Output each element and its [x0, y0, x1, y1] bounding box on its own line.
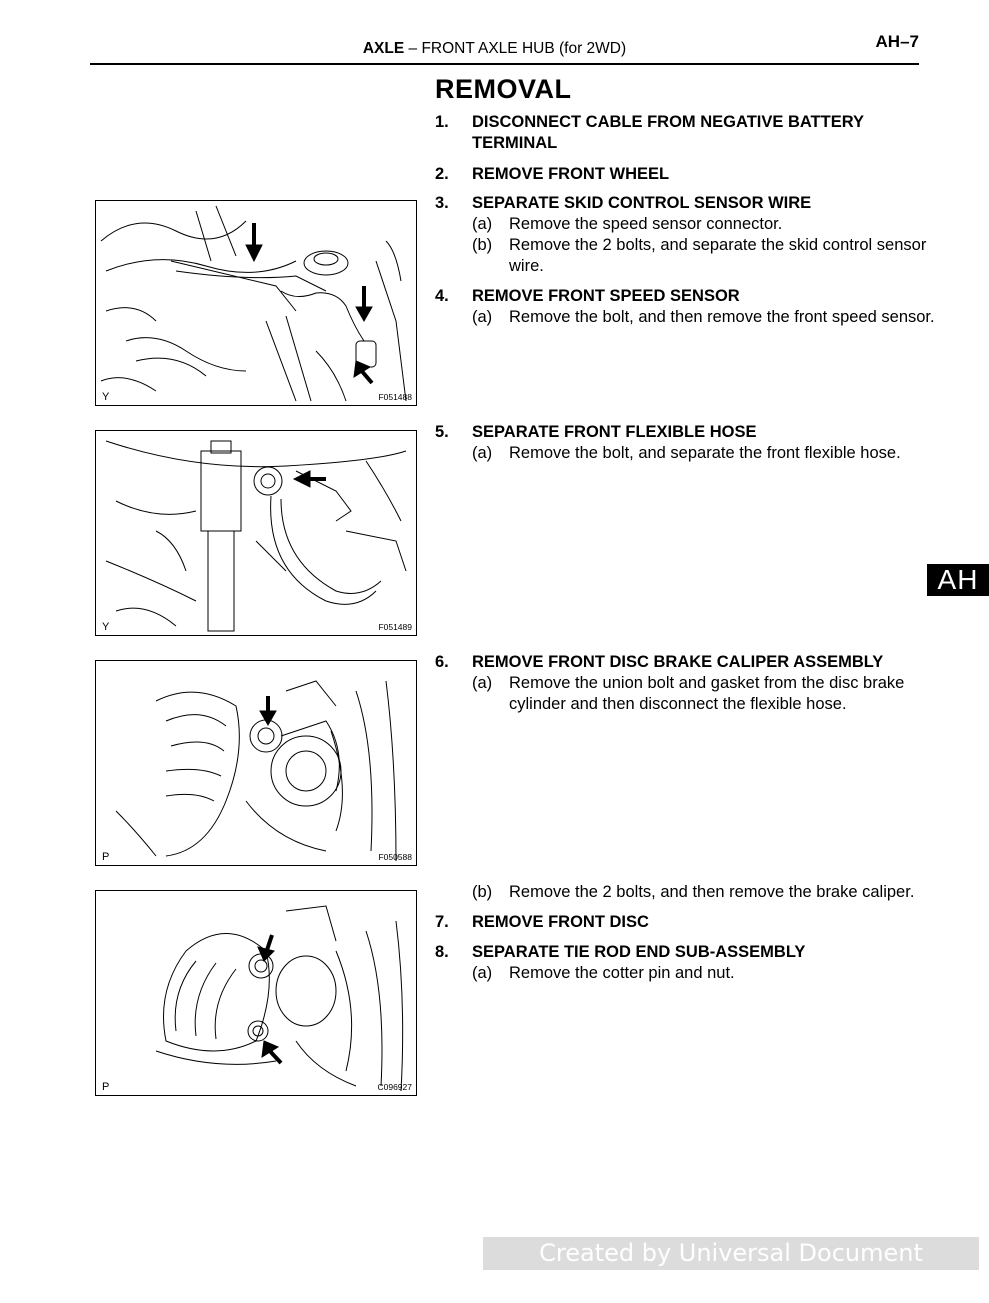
- figure-union-bolt: [95, 660, 417, 866]
- step-4: [435, 286, 935, 307]
- substep-letter: (a): [472, 964, 493, 982]
- step-1: [435, 112, 935, 154]
- page-number: AH–7: [875, 32, 919, 51]
- illustration-flexible-hose: [96, 431, 417, 636]
- substep: [435, 443, 935, 464]
- step-number: 4.: [435, 287, 449, 305]
- running-header: [0, 40, 989, 58]
- substep-letter: (a): [472, 444, 493, 462]
- substep: [435, 307, 935, 328]
- step-number: 2.: [435, 165, 449, 183]
- text-block-3: [435, 652, 935, 715]
- substep-text: Remove the speed sensor connector.: [509, 215, 783, 233]
- figure-code: P: [102, 1081, 110, 1093]
- step-title: SEPARATE FRONT FLEXIBLE HOSE: [472, 423, 757, 441]
- header-section: AXLE: [362, 40, 405, 57]
- substep-letter: (b): [472, 236, 493, 254]
- step-title: REMOVE FRONT WHEEL: [472, 165, 670, 183]
- step-title: SEPARATE TIE ROD END SUB-ASSEMBLY: [472, 943, 806, 961]
- step-title: SEPARATE SKID CONTROL SENSOR WIRE: [472, 194, 812, 212]
- substep-letter: (a): [472, 674, 493, 692]
- substep: [435, 214, 935, 235]
- substep: [435, 963, 935, 984]
- step-number: 7.: [435, 913, 449, 931]
- figure-id: F050588: [378, 852, 412, 862]
- illustration-brake-caliper: [96, 891, 417, 1096]
- step-title: REMOVE FRONT SPEED SENSOR: [472, 287, 740, 305]
- substep-letter: (a): [472, 308, 493, 326]
- substep-text: Remove the 2 bolts, and separate the skid control sensor wire.: [509, 236, 927, 275]
- substep: [435, 235, 935, 277]
- header-title: FRONT AXLE HUB (for 2WD): [421, 40, 627, 57]
- step-number: 6.: [435, 653, 449, 671]
- figure-brake-caliper: [95, 890, 417, 1096]
- step-title: REMOVE FRONT DISC BRAKE CALIPER ASSEMBLY: [472, 653, 884, 671]
- figure-id: F051488: [378, 392, 412, 402]
- step-6: [435, 652, 935, 673]
- step-5: [435, 422, 935, 443]
- illustration-union-bolt: [96, 661, 417, 866]
- substep: [435, 673, 935, 715]
- header-rule: [90, 63, 919, 65]
- substep-text: Remove the bolt, and then remove the front speed sensor.: [509, 308, 935, 326]
- header-separator: –: [408, 40, 418, 57]
- figure-code: Y: [102, 391, 110, 403]
- figure-code: P: [102, 851, 110, 863]
- figure-id: F051489: [378, 622, 412, 632]
- section-heading: REMOVAL: [435, 74, 572, 104]
- figure-flexible-hose: [95, 430, 417, 636]
- substep-text: Remove the cotter pin and nut.: [509, 964, 735, 982]
- watermark: Created by Universal Document Converter: [483, 1237, 979, 1270]
- step-title: DISCONNECT CABLE FROM NEGATIVE BATTERY TERMINAL: [472, 113, 864, 152]
- text-block-1: [435, 112, 935, 328]
- step-title: REMOVE FRONT DISC: [472, 913, 649, 931]
- step-2: [435, 164, 935, 185]
- step-8: [435, 942, 935, 963]
- step-3: [435, 193, 935, 214]
- substep-text: Remove the 2 bolts, and then remove the brake caliper.: [509, 883, 915, 901]
- figure-speed-sensor: [95, 200, 417, 406]
- text-block-2: [435, 422, 935, 464]
- substep-letter: (b): [472, 883, 493, 901]
- substep-text: Remove the union bolt and gasket from the disc brake cylinder and then disconnect the flexible hose.: [509, 674, 905, 713]
- figure-id: C096927: [377, 1082, 412, 1092]
- substep: [435, 882, 935, 903]
- step-7: [435, 912, 935, 933]
- illustration-speed-sensor: [96, 201, 417, 406]
- step-number: 3.: [435, 194, 449, 212]
- substep-text: Remove the bolt, and separate the front flexible hose.: [509, 444, 901, 462]
- figure-code: Y: [102, 621, 110, 633]
- step-number: 1.: [435, 113, 449, 131]
- substep-letter: (a): [472, 215, 493, 233]
- step-number: 5.: [435, 423, 449, 441]
- step-number: 8.: [435, 943, 449, 961]
- text-block-4: [435, 882, 935, 984]
- section-tab: AH: [927, 564, 989, 596]
